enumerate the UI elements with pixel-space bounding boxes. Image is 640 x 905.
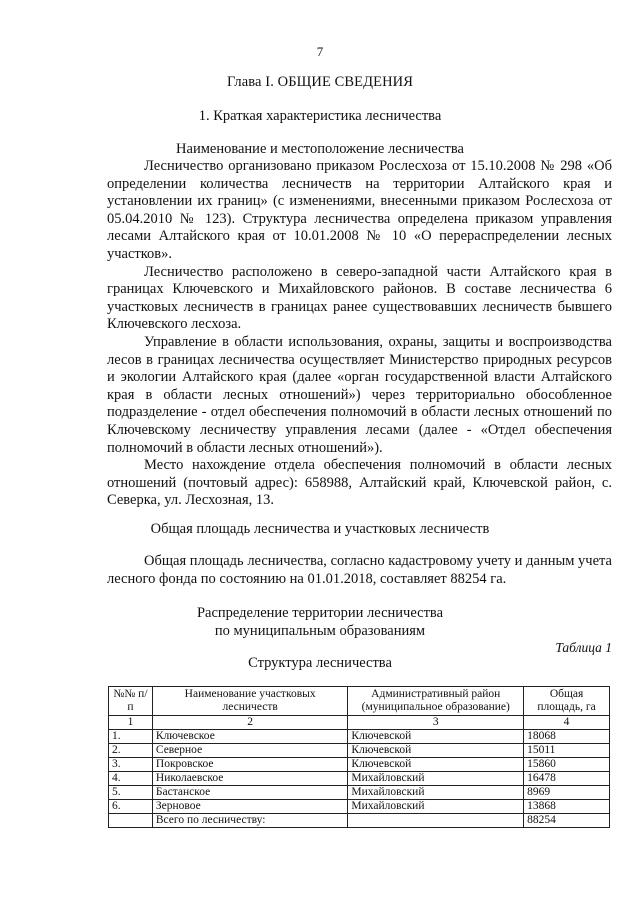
paragraph-total-area: Общая площадь лесничества, согласно кадастровому учету и данным учета лесного фонда по состоянию на 01.01.2018, составляет 88254 га.	[107, 553, 612, 587]
row-number: 3.	[109, 758, 153, 772]
forestry-name: Северное	[152, 744, 348, 758]
table-row	[109, 730, 610, 744]
district-name: Ключевской	[348, 730, 524, 744]
table-row	[109, 772, 610, 786]
table-total-row	[109, 814, 610, 828]
total-value: 88254	[524, 814, 610, 828]
row-number: 1.	[109, 730, 153, 744]
subsection-title-location: Наименование и местоположение лесничества	[176, 141, 464, 157]
paragraph-management: Управление в области использования, охраны, защиты и воспроизводства лесов в границах лесничества осуществляет Министерство природных ресурсов и экологии Алтайского края (далее «орган государственной власти Алтайского края в области лесных отношений») через территориально обособленное подразделение - отдел обеспечения полномочий в области лесных отношений по Ключевскому лесничеству управления лесами (далее - «Отдел обеспечения полномочий в области лесных отношений»).	[107, 333, 612, 456]
structure-table	[108, 686, 610, 828]
location-text-block	[107, 158, 612, 510]
header-area: Общая площадь, га	[524, 687, 610, 716]
forestry-name: Николаевское	[152, 772, 348, 786]
district-name: Ключевской	[348, 744, 524, 758]
forestry-name: Бастанское	[152, 786, 348, 800]
section-title: 1. Краткая характеристика лесничества	[198, 108, 442, 124]
total-empty-cell	[109, 814, 153, 828]
forestry-name: Ключевское	[152, 730, 348, 744]
table-caption-line2: по муниципальным образованиям	[214, 622, 426, 639]
table-row	[109, 758, 610, 772]
row-number: 4.	[109, 772, 153, 786]
area-value: 8969	[524, 786, 610, 800]
table-row	[109, 786, 610, 800]
table-column-numbers-row	[109, 716, 610, 730]
table-title: Структура лесничества	[248, 655, 392, 671]
column-number: 4	[524, 716, 610, 730]
area-value: 15011	[524, 744, 610, 758]
area-value: 16478	[524, 772, 610, 786]
header-forestry-name: Наименование участковых лесничеств	[152, 687, 348, 716]
area-text-block	[107, 553, 612, 588]
paragraph-organization: Лесничество организовано приказом Рослесхоза от 15.10.2008 № 298 «Об определении количества лесничеств на территории Алтайского края и установлении их границ» (с изменениями, внесенными приказом Рослесхоза от 05.04.2010 № 123). Структура лесничества определена приказом управления лесами Алтайского края от 10.01.2008 № 10 «О перераспределении лесных участков».	[107, 158, 612, 262]
paragraph-location: Лесничество расположено в северо-западной части Алтайского края в границах Ключевского и Михайловского районов. В составе лесничества 6 участковых лесничеств в границах ранее существовавших лесничеств бывшего Ключевского лесхоза.	[107, 263, 612, 333]
area-value: 13868	[524, 800, 610, 814]
row-number: 2.	[109, 744, 153, 758]
row-number: 6.	[109, 800, 153, 814]
table-row	[109, 800, 610, 814]
district-name: Михайловский	[348, 800, 524, 814]
forestry-name: Покровское	[152, 758, 348, 772]
page-number: 7	[316, 44, 324, 59]
header-district: Административный район (муниципальное образование)	[348, 687, 524, 716]
row-number: 5.	[109, 786, 153, 800]
area-value: 18068	[524, 730, 610, 744]
table-header-row	[109, 687, 610, 716]
chapter-title: Глава I. ОБЩИЕ СВЕДЕНИЯ	[227, 74, 413, 90]
paragraph-address: Место нахождение отдела обеспечения полномочий в области лесных отношений (почтовый адрес): 658988, Алтайский край, Ключевской район, с. Северка, ул. Лесхозная, 13.	[107, 457, 612, 509]
district-name: Михайловский	[348, 786, 524, 800]
area-value: 15860	[524, 758, 610, 772]
total-empty-cell	[348, 814, 524, 828]
total-label: Всего по лесничеству:	[152, 814, 348, 828]
column-number: 2	[152, 716, 348, 730]
column-number: 3	[348, 716, 524, 730]
subsection-title-area: Общая площадь лесничества и участковых лесничеств	[150, 521, 490, 537]
forestry-name: Зерновое	[152, 800, 348, 814]
district-name: Михайловский	[348, 772, 524, 786]
table-caption	[0, 605, 640, 640]
table-label: Таблица 1	[555, 640, 612, 655]
table-row	[109, 744, 610, 758]
table-caption-line1: Распределение территории лесничества	[196, 605, 444, 621]
district-name: Ключевской	[348, 758, 524, 772]
header-number: №№ п/п	[109, 687, 153, 716]
column-number: 1	[109, 716, 153, 730]
